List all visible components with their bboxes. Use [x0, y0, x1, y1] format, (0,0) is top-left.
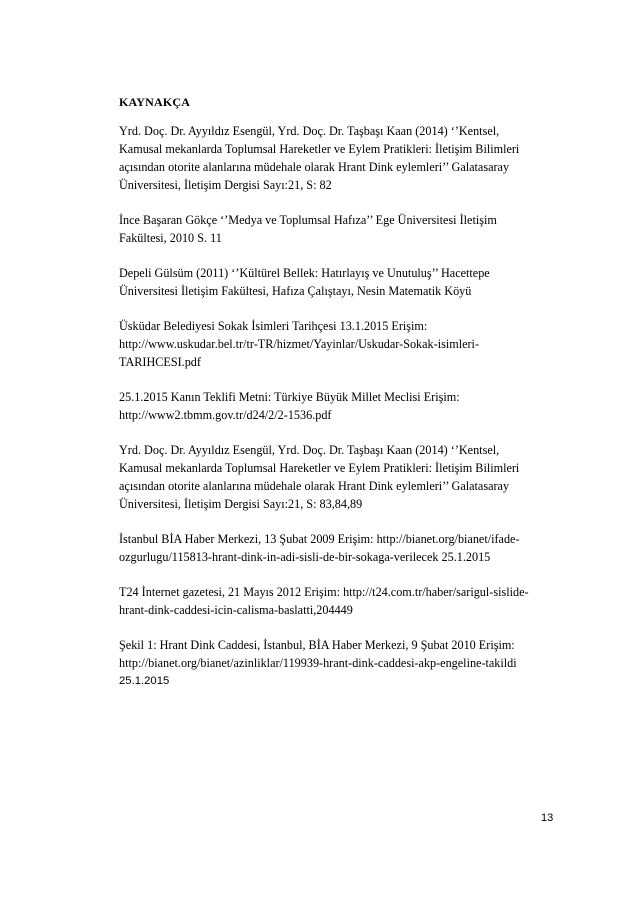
reference-line: Fakültesi, 2010 S. 11 — [119, 231, 222, 245]
reference-line: Kamusal mekanlarda Toplumsal Hareketler ve Eylem Pratikleri: İletişim Bilimleri — [119, 461, 520, 475]
reference-entry — [119, 317, 559, 371]
reference-url: ozgurlugu/115813-hrant-dink-in-adi-sisli-de-bir-sokaga-verilecek 25.1.2015 — [119, 550, 491, 564]
reference-entry — [119, 441, 559, 513]
reference-line: Depeli Gülsüm (2011) ‘’Kültürel Bellek: Hatırlayış ve Unutuluş’’ Hacettepe — [119, 266, 490, 280]
reference-line: Üsküdar Belediyesi Sokak İsimleri Tarihçesi 13.1.2015 Erişim: — [119, 319, 428, 333]
reference-entry — [119, 211, 559, 247]
reference-line: Yrd. Doç. Dr. Ayyıldız Esengül, Yrd. Doç. Dr. Taşbaşı Kaan (2014) ‘’Kentsel, — [119, 443, 500, 457]
reference-date: 25.1.2015 — [119, 675, 170, 687]
reference-line: İstanbul BİA Haber Merkezi, 13 Şubat 2009 Erişim: http://bianet.org/bianet/ifade- — [119, 532, 520, 546]
reference-line: Üniversitesi, İletişim Dergisi Sayı:21, S: 83,84,89 — [119, 497, 363, 511]
reference-entry — [119, 583, 559, 619]
reference-line: Yrd. Doç. Dr. Ayyıldız Esengül, Yrd. Doç. Dr. Taşbaşı Kaan (2014) ‘’Kentsel, — [119, 124, 500, 138]
reference-line: 25.1.2015 Kanın Teklifi Metni: Türkiye Büyük Millet Meclisi Erişim: — [119, 390, 460, 404]
reference-entry — [119, 264, 559, 300]
reference-entry — [119, 122, 559, 194]
reference-line: açısından otorite alanlarına müdehale olarak Hrant Dink eylemleri’’ Galatasaray — [119, 160, 510, 174]
page-number: 13 — [541, 812, 554, 824]
reference-entry — [119, 530, 559, 566]
reference-line: Kamusal mekanlarda Toplumsal Hareketler ve Eylem Pratikleri: İletişim Bilimleri — [119, 142, 520, 156]
reference-url: http://www2.tbmm.gov.tr/d24/2/2-1536.pdf — [119, 408, 332, 422]
reference-url: http://bianet.org/bianet/azinliklar/119939-hrant-dink-caddesi-akp-engeline-takildi — [119, 656, 517, 670]
reference-line: Üniversitesi İletişim Fakültesi, Hafıza Çalıştayı, Nesin Matematik Köyü — [119, 284, 472, 298]
reference-line: Üniversitesi, İletişim Dergisi Sayı:21, S: 82 — [119, 178, 332, 192]
reference-entry — [119, 636, 559, 690]
reference-line: İnce Başaran Gökçe ‘’Medya ve Toplumsal Hafıza’’ Ege Üniversitesi İletişim — [119, 213, 497, 227]
reference-line: açısından otorite alanlarına müdehale olarak Hrant Dink eylemleri’’ Galatasaray — [119, 479, 510, 493]
reference-entry — [119, 388, 559, 424]
reference-list — [119, 122, 559, 707]
reference-url: http://www.uskudar.bel.tr/tr-TR/hizmet/Yayinlar/Uskudar-Sokak-isimleri- — [119, 337, 480, 351]
section-heading: KAYNAKÇA — [119, 95, 191, 109]
reference-url: TARIHCESI.pdf — [119, 355, 201, 369]
reference-line: Şekil 1: Hrant Dink Caddesi, İstanbul, BİA Haber Merkezi, 9 Şubat 2010 Erişim: — [119, 638, 515, 652]
reference-url: hrant-dink-caddesi-icin-calisma-baslatti,204449 — [119, 603, 353, 617]
reference-line: T24 İnternet gazetesi, 21 Mayıs 2012 Erişim: http://t24.com.tr/haber/sarigul-sislide- — [119, 585, 529, 599]
